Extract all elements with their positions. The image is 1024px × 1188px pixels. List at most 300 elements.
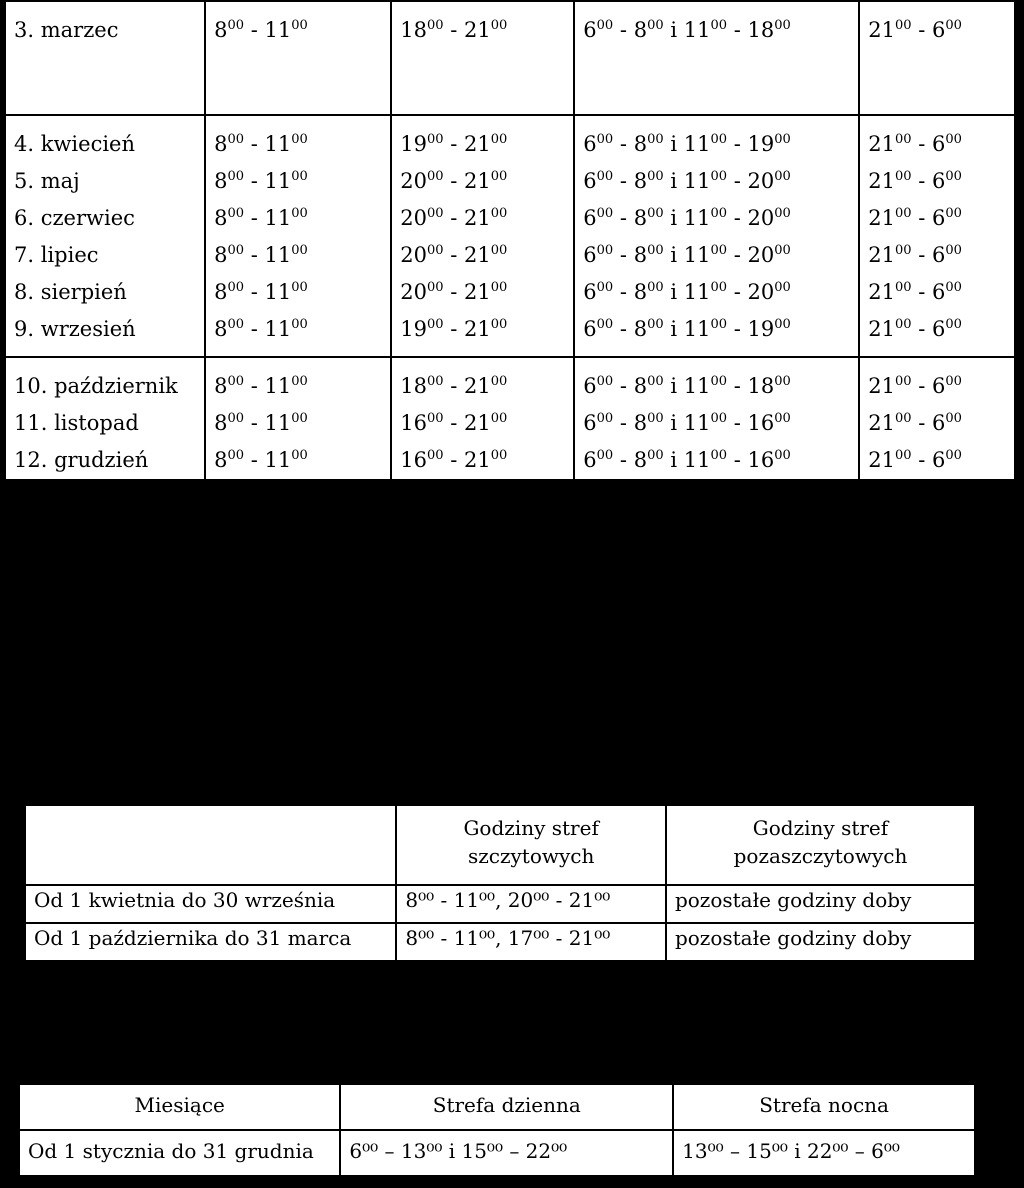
- range-dash: -: [250, 374, 258, 398]
- hour-value: 21: [464, 374, 491, 398]
- evening-peak-range: [400, 200, 565, 237]
- hour-value: 11: [683, 243, 711, 267]
- conjunction: i: [670, 448, 678, 472]
- morning-peak-range: [214, 237, 382, 274]
- night-cell: [859, 115, 1015, 357]
- hour-value: 6: [932, 374, 946, 398]
- minutes-value: 00: [945, 18, 962, 33]
- hour-value: 21: [868, 280, 895, 304]
- month-number: 4.: [14, 132, 35, 156]
- hour-value: 6: [932, 243, 946, 267]
- offpeak-day-range: [583, 442, 850, 479]
- hour-value: 6: [932, 18, 946, 42]
- month-group-row: [5, 115, 1015, 357]
- minutes-value: 00: [894, 317, 912, 332]
- hour-value: 8: [214, 280, 228, 304]
- minutes-value: 00: [291, 132, 308, 147]
- month-number: 6.: [14, 206, 35, 230]
- hour-value: 11: [264, 411, 292, 435]
- evening-peak-range: [400, 368, 565, 405]
- hour-value: 11: [683, 317, 711, 341]
- hour-value: 6: [583, 448, 597, 472]
- minutes-value: 00: [647, 280, 664, 295]
- minutes-value: 00: [291, 280, 308, 295]
- minutes-value: 00: [426, 243, 444, 258]
- conjunction: i: [670, 243, 678, 267]
- month-name: kwiecień: [40, 132, 136, 156]
- hour-value: 21: [868, 243, 895, 267]
- minutes-value: 00: [710, 374, 728, 389]
- hour-value: 16: [400, 448, 427, 472]
- minutes-value: 00: [291, 169, 308, 184]
- period-cell: Od 1 kwietnia do 30 września: [25, 885, 396, 923]
- range-dash: -: [918, 374, 926, 398]
- month-name: maj: [40, 169, 80, 193]
- range-dash: -: [733, 18, 741, 42]
- minutes-value: 00: [945, 411, 962, 426]
- hour-value: 18: [400, 374, 427, 398]
- minutes-value: 00: [596, 132, 614, 147]
- range-dash: -: [619, 317, 628, 341]
- offpeak-day-range: [583, 274, 850, 311]
- hour-value: 11: [683, 132, 711, 156]
- morning-peak-range: [214, 274, 382, 311]
- morning-peak-range: [214, 126, 382, 163]
- night-cell: [859, 357, 1015, 480]
- minutes-value: 00: [490, 132, 508, 147]
- hour-value: 11: [264, 132, 292, 156]
- month-name: grudzień: [54, 448, 149, 472]
- range-dash: -: [450, 132, 458, 156]
- minutes-value: 00: [945, 206, 962, 221]
- minutes-value: 00: [596, 411, 614, 426]
- hour-value: 20: [400, 169, 427, 193]
- conjunction: i: [670, 411, 678, 435]
- night-range: [868, 163, 1006, 200]
- range-dash: -: [619, 18, 628, 42]
- day-night-zones-table: [18, 1083, 976, 1177]
- offpeak-day-range: [583, 163, 850, 200]
- minutes-value: 00: [647, 411, 664, 426]
- minutes-value: 00: [647, 317, 664, 332]
- conjunction: i: [670, 132, 678, 156]
- monthly-hours-table: [4, 0, 1016, 481]
- evening-peak-range: [400, 405, 565, 442]
- minutes-value: 00: [490, 374, 508, 389]
- month-number: 12.: [14, 448, 48, 472]
- hour-value: 18: [400, 18, 427, 42]
- range-dash: -: [619, 132, 628, 156]
- hour-value: 21: [868, 132, 895, 156]
- hour-value: 20: [747, 206, 775, 230]
- month-number: 8.: [14, 280, 35, 304]
- range-dash: -: [450, 18, 458, 42]
- minutes-value: 00: [710, 206, 728, 221]
- range-dash: -: [918, 411, 926, 435]
- hour-value: 11: [264, 206, 292, 230]
- range-dash: -: [450, 374, 458, 398]
- minutes-value: 00: [710, 132, 728, 147]
- peak-hours-cell: 8⁰⁰ - 11⁰⁰, 17⁰⁰ - 21⁰⁰: [396, 923, 666, 961]
- minutes-value: 00: [227, 169, 244, 184]
- seasonal-peak-hours-table: [24, 804, 976, 962]
- morning-peak-range: [214, 163, 382, 200]
- hour-value: 6: [583, 169, 597, 193]
- evening-peak-range: [400, 311, 565, 348]
- offpeak-day-range: [583, 126, 850, 163]
- minutes-value: 00: [490, 206, 508, 221]
- peak-hours-cell: 8⁰⁰ - 11⁰⁰, 20⁰⁰ - 21⁰⁰: [396, 885, 666, 923]
- minutes-value: 00: [945, 169, 962, 184]
- minutes-value: 00: [894, 18, 912, 33]
- minutes-value: 00: [710, 317, 728, 332]
- hour-value: 20: [747, 243, 775, 267]
- hour-value: 21: [868, 448, 895, 472]
- morning-peak-cell: [205, 115, 391, 357]
- minutes-value: 00: [490, 448, 508, 463]
- range-dash: -: [918, 132, 926, 156]
- hour-value: 8: [633, 18, 648, 42]
- hour-value: 21: [868, 411, 895, 435]
- minutes-value: 00: [647, 169, 664, 184]
- hour-value: 20: [747, 169, 775, 193]
- morning-peak-range: [214, 311, 382, 348]
- range-dash: -: [733, 374, 741, 398]
- range-dash: -: [250, 317, 258, 341]
- offpeak-day-cell: [574, 357, 859, 480]
- minutes-value: 00: [596, 18, 614, 33]
- night-range: [868, 200, 1006, 237]
- minutes-value: 00: [894, 243, 912, 258]
- range-dash: -: [450, 206, 458, 230]
- hour-value: 6: [932, 411, 946, 435]
- minutes-value: 00: [227, 411, 244, 426]
- hour-value: 8: [633, 206, 648, 230]
- minutes-value: 00: [774, 206, 791, 221]
- night-range: [868, 368, 1006, 405]
- month-label: [14, 442, 196, 479]
- minutes-value: 00: [647, 206, 664, 221]
- month-number: 10.: [14, 374, 48, 398]
- hour-value: 8: [214, 448, 228, 472]
- range-dash: -: [733, 169, 741, 193]
- range-dash: -: [250, 280, 258, 304]
- hour-value: 8: [214, 132, 228, 156]
- hour-value: 11: [264, 317, 292, 341]
- minutes-value: 00: [426, 206, 444, 221]
- minutes-value: 00: [291, 317, 308, 332]
- minutes-value: 00: [490, 169, 508, 184]
- minutes-value: 00: [227, 18, 244, 33]
- minutes-value: 00: [291, 206, 308, 221]
- minutes-value: 00: [774, 243, 791, 258]
- header-months: Miesiące: [19, 1084, 340, 1130]
- hour-value: 6: [583, 374, 597, 398]
- minutes-value: 00: [710, 243, 728, 258]
- hour-value: 20: [400, 206, 427, 230]
- range-dash: -: [450, 448, 458, 472]
- conjunction: i: [670, 206, 678, 230]
- hour-value: 6: [932, 132, 946, 156]
- hour-value: 11: [683, 169, 711, 193]
- range-dash: -: [918, 243, 926, 267]
- minutes-value: 00: [227, 132, 244, 147]
- month-name: marzec: [40, 18, 119, 42]
- hour-value: 11: [683, 280, 711, 304]
- month-number: 7.: [14, 243, 35, 267]
- hour-value: 11: [264, 169, 292, 193]
- evening-peak-range: [400, 237, 565, 274]
- night-range: [868, 126, 1006, 163]
- hour-value: 6: [932, 169, 946, 193]
- range-dash: -: [619, 374, 628, 398]
- hour-value: 8: [214, 317, 228, 341]
- minutes-value: 00: [227, 448, 244, 463]
- range-dash: -: [250, 206, 258, 230]
- night-zone-cell: 13⁰⁰ – 15⁰⁰ i 22⁰⁰ – 6⁰⁰: [673, 1130, 975, 1176]
- hour-value: 8: [633, 374, 648, 398]
- hour-value: 21: [868, 18, 895, 42]
- month-name: październik: [54, 374, 178, 398]
- minutes-value: 00: [945, 448, 962, 463]
- hour-value: 8: [214, 411, 228, 435]
- hour-value: 11: [264, 243, 292, 267]
- minutes-value: 00: [227, 317, 244, 332]
- minutes-value: 00: [227, 280, 244, 295]
- range-dash: -: [619, 280, 628, 304]
- hour-value: 19: [400, 132, 427, 156]
- minutes-value: 00: [426, 18, 444, 33]
- minutes-value: 00: [774, 18, 791, 33]
- minutes-value: 00: [596, 206, 614, 221]
- conjunction: i: [670, 18, 678, 42]
- hour-value: 11: [264, 374, 292, 398]
- month-label: [14, 163, 196, 200]
- hour-value: 21: [868, 374, 895, 398]
- hour-value: 16: [747, 448, 775, 472]
- minutes-value: 00: [291, 243, 308, 258]
- hour-value: 8: [633, 169, 648, 193]
- night-range: [868, 311, 1006, 348]
- month-cell: [5, 1, 205, 115]
- hour-value: 8: [214, 169, 228, 193]
- range-dash: -: [250, 18, 258, 42]
- range-dash: -: [450, 243, 458, 267]
- minutes-value: 00: [596, 317, 614, 332]
- header-night-zone: Strefa nocna: [673, 1084, 975, 1130]
- minutes-value: 00: [426, 374, 444, 389]
- minutes-value: 00: [596, 280, 614, 295]
- minutes-value: 00: [894, 169, 912, 184]
- hour-value: 20: [747, 280, 775, 304]
- range-dash: -: [619, 169, 628, 193]
- hour-value: 8: [214, 206, 228, 230]
- offpeak-day-range: [583, 368, 850, 405]
- offpeak-day-range: [583, 200, 850, 237]
- minutes-value: 00: [647, 18, 664, 33]
- month-label: [14, 12, 196, 49]
- month-name: wrzesień: [40, 317, 136, 341]
- minutes-value: 00: [490, 411, 508, 426]
- range-dash: -: [733, 317, 741, 341]
- minutes-value: 00: [291, 374, 308, 389]
- hour-value: 6: [583, 280, 597, 304]
- night-range: [868, 274, 1006, 311]
- range-dash: -: [450, 317, 458, 341]
- hour-value: 6: [932, 317, 946, 341]
- offpeak-day-range: [583, 311, 850, 348]
- header-day-zone: Strefa dzienna: [340, 1084, 673, 1130]
- hour-value: 6: [583, 317, 597, 341]
- month-name: czerwiec: [40, 206, 135, 230]
- minutes-value: 00: [710, 169, 728, 184]
- hour-value: 8: [633, 132, 648, 156]
- morning-peak-range: [214, 200, 382, 237]
- range-dash: -: [918, 280, 926, 304]
- hour-value: 8: [214, 243, 228, 267]
- minutes-value: 00: [894, 206, 912, 221]
- minutes-value: 00: [291, 18, 308, 33]
- hour-value: 8: [633, 317, 648, 341]
- range-dash: -: [918, 169, 926, 193]
- hour-value: 21: [868, 206, 895, 230]
- hour-value: 11: [683, 448, 711, 472]
- minutes-value: 00: [894, 448, 912, 463]
- hour-value: 6: [583, 132, 597, 156]
- month-label: [14, 311, 196, 348]
- hour-value: 21: [464, 411, 491, 435]
- range-dash: -: [619, 448, 628, 472]
- morning-peak-range: [214, 12, 382, 49]
- evening-peak-range: [400, 163, 565, 200]
- minutes-value: 00: [426, 448, 444, 463]
- hour-value: 6: [583, 411, 597, 435]
- minutes-value: 00: [710, 18, 728, 33]
- minutes-value: 00: [426, 317, 444, 332]
- range-dash: -: [918, 317, 926, 341]
- header-empty-cell: [25, 805, 396, 885]
- minutes-value: 00: [227, 374, 244, 389]
- day-zone-cell: 6⁰⁰ – 13⁰⁰ i 15⁰⁰ – 22⁰⁰: [340, 1130, 673, 1176]
- range-dash: -: [250, 132, 258, 156]
- morning-peak-range: [214, 368, 382, 405]
- range-dash: -: [733, 243, 741, 267]
- range-dash: -: [619, 243, 628, 267]
- minutes-value: 00: [945, 374, 962, 389]
- evening-peak-cell: [391, 1, 574, 115]
- minutes-value: 00: [945, 280, 962, 295]
- evening-peak-range: [400, 274, 565, 311]
- range-dash: -: [733, 206, 741, 230]
- morning-peak-range: [214, 442, 382, 479]
- hour-value: 21: [868, 169, 895, 193]
- range-dash: -: [733, 411, 741, 435]
- minutes-value: 00: [426, 169, 444, 184]
- minutes-value: 00: [894, 411, 912, 426]
- minutes-value: 00: [490, 18, 508, 33]
- hour-value: 11: [683, 411, 711, 435]
- hour-value: 6: [583, 18, 597, 42]
- range-dash: -: [733, 280, 741, 304]
- minutes-value: 00: [227, 206, 244, 221]
- night-range: [868, 237, 1006, 274]
- minutes-value: 00: [774, 132, 791, 147]
- month-name: listopad: [54, 411, 139, 435]
- minutes-value: 00: [291, 448, 308, 463]
- offpeak-day-range: [583, 405, 850, 442]
- minutes-value: 00: [945, 243, 962, 258]
- offpeak-hours-cell: pozostałe godziny doby: [666, 885, 975, 923]
- range-dash: -: [918, 448, 926, 472]
- hour-value: 18: [747, 374, 775, 398]
- minutes-value: 00: [490, 243, 508, 258]
- evening-peak-cell: [391, 357, 574, 480]
- minutes-value: 00: [710, 448, 728, 463]
- hour-value: 21: [464, 317, 491, 341]
- hour-value: 16: [747, 411, 775, 435]
- minutes-value: 00: [596, 448, 614, 463]
- hour-value: 6: [932, 206, 946, 230]
- hour-value: 6: [932, 448, 946, 472]
- hour-value: 8: [633, 411, 648, 435]
- header-offpeak-hours: Godziny stref pozaszczytowych: [666, 805, 975, 885]
- minutes-value: 00: [774, 448, 791, 463]
- range-dash: -: [250, 411, 258, 435]
- offpeak-day-cell: [574, 115, 859, 357]
- hour-value: 8: [633, 448, 648, 472]
- hour-value: 21: [464, 132, 491, 156]
- hour-value: 21: [464, 448, 491, 472]
- hour-value: 11: [264, 18, 292, 42]
- evening-peak-range: [400, 12, 565, 49]
- month-group-row: [5, 357, 1015, 480]
- evening-peak-range: [400, 442, 565, 479]
- night-range: [868, 405, 1006, 442]
- range-dash: -: [250, 448, 258, 472]
- minutes-value: 00: [710, 280, 728, 295]
- hour-value: 16: [400, 411, 427, 435]
- period-cell: Od 1 października do 31 marca: [25, 923, 396, 961]
- range-dash: -: [450, 411, 458, 435]
- month-cell: [5, 357, 205, 480]
- conjunction: i: [670, 374, 678, 398]
- range-dash: -: [918, 206, 926, 230]
- month-cell: [5, 115, 205, 357]
- period-cell: Od 1 stycznia do 31 grudnia: [19, 1130, 340, 1176]
- minutes-value: 00: [596, 374, 614, 389]
- header-peak-hours: Godziny stref szczytowych: [396, 805, 666, 885]
- hour-value: 21: [464, 243, 491, 267]
- evening-peak-cell: [391, 115, 574, 357]
- month-number: 3.: [14, 18, 35, 42]
- minutes-value: 00: [894, 374, 912, 389]
- range-dash: -: [619, 206, 628, 230]
- minutes-value: 00: [774, 280, 791, 295]
- minutes-value: 00: [647, 132, 664, 147]
- night-range: [868, 12, 1006, 49]
- hour-value: 11: [683, 18, 711, 42]
- hour-value: 11: [264, 448, 292, 472]
- range-dash: -: [918, 18, 926, 42]
- hour-value: 8: [633, 280, 648, 304]
- hour-value: 20: [400, 243, 427, 267]
- minutes-value: 00: [774, 169, 791, 184]
- minutes-value: 00: [426, 411, 444, 426]
- range-dash: -: [450, 280, 458, 304]
- minutes-value: 00: [945, 317, 962, 332]
- minutes-value: 00: [710, 411, 728, 426]
- conjunction: i: [670, 280, 678, 304]
